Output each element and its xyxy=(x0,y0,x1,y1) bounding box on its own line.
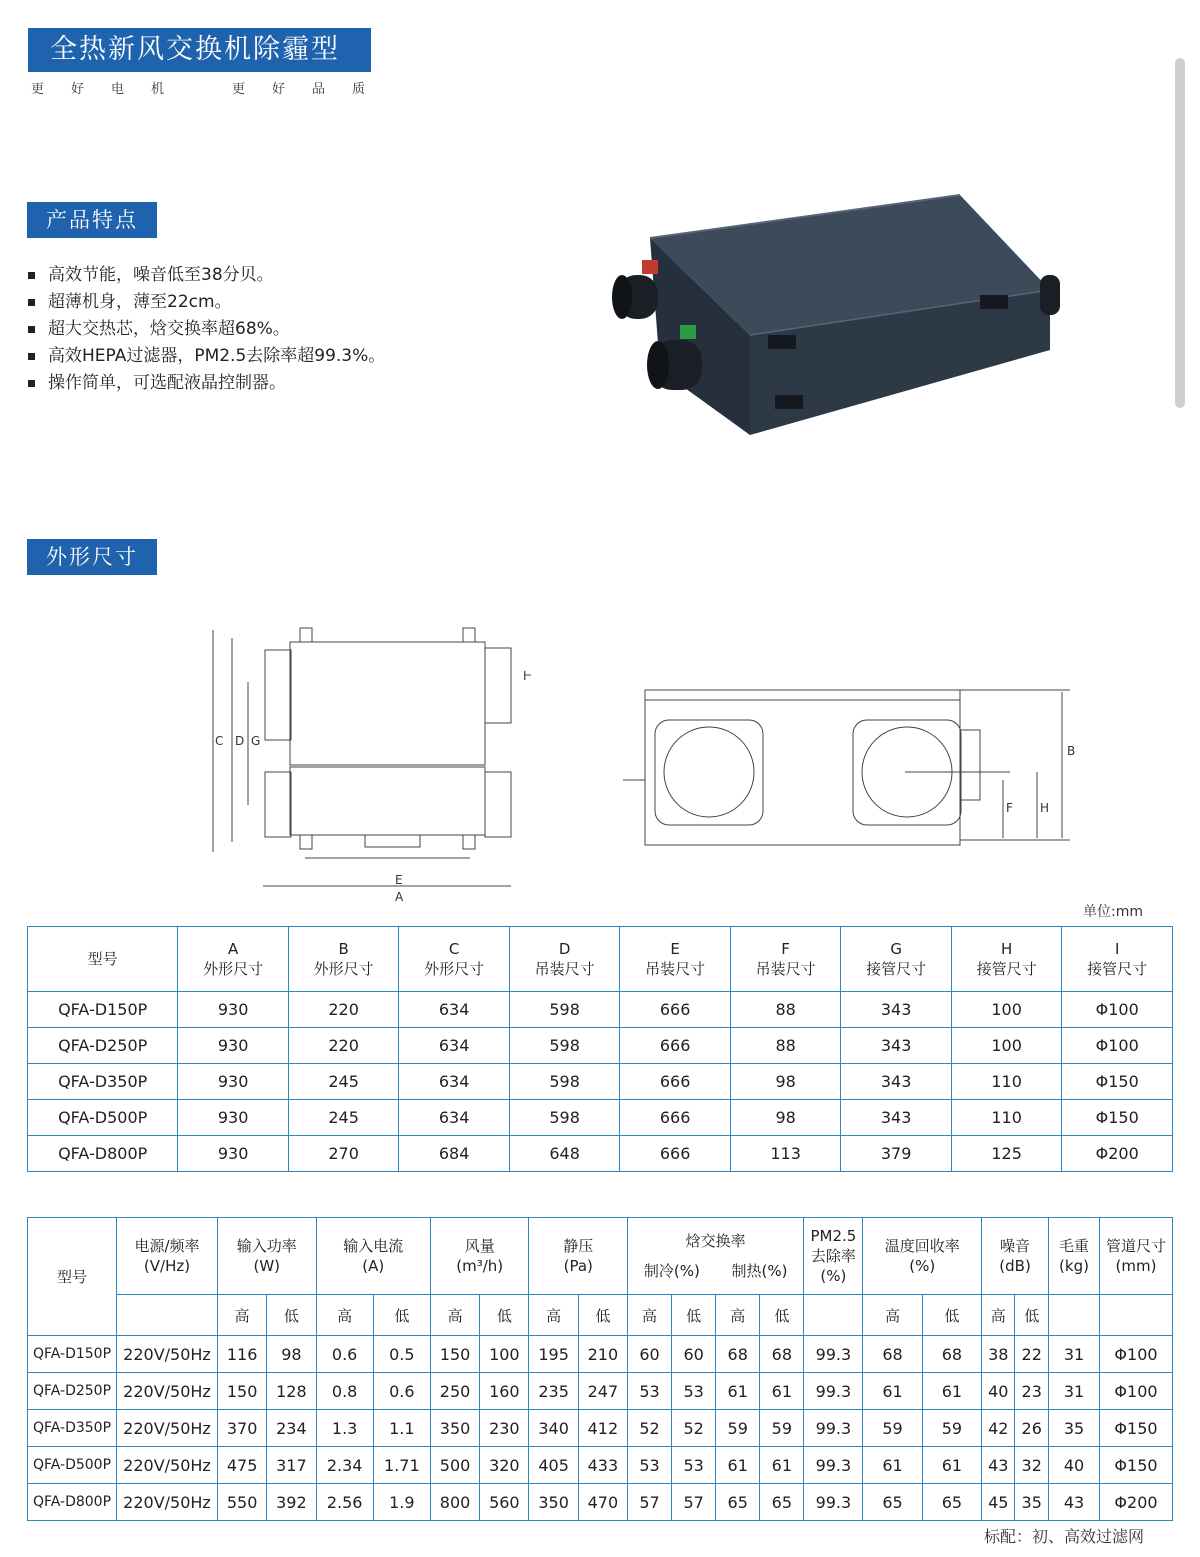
table-cell: 53 xyxy=(628,1373,672,1410)
table-cell: 61 xyxy=(716,1447,760,1484)
table-cell: 930 xyxy=(178,992,289,1028)
table-cell: 52 xyxy=(628,1410,672,1447)
table-cell: 59 xyxy=(863,1410,922,1447)
header-high: 高 xyxy=(716,1295,760,1336)
header-name: 风量 xyxy=(464,1237,495,1255)
header-low: 低 xyxy=(267,1295,316,1336)
table-cell: 666 xyxy=(620,1028,731,1064)
table-row xyxy=(28,992,1173,1028)
table-cell: 930 xyxy=(178,1100,289,1136)
feature-item: 超薄机身，薄至22cm。 xyxy=(28,289,385,316)
table-row xyxy=(28,1100,1173,1136)
header-high: 高 xyxy=(218,1295,267,1336)
dimension-drawing-side xyxy=(615,680,1085,850)
table-cell: 2.56 xyxy=(316,1484,373,1521)
table-cell: 53 xyxy=(628,1447,672,1484)
header-sub: 制冷(%) xyxy=(643,1262,700,1280)
cell-model: QFA-D800P xyxy=(28,1484,117,1521)
header-unit: (%) xyxy=(820,1267,847,1285)
table-cell: 57 xyxy=(672,1484,716,1521)
table-cell: 930 xyxy=(178,1136,289,1172)
table-cell: 68 xyxy=(716,1336,760,1373)
header-high: 高 xyxy=(628,1295,672,1336)
table-cell: 343 xyxy=(841,1064,952,1100)
table-cell: 634 xyxy=(399,1064,510,1100)
table-row xyxy=(28,1064,1173,1100)
table-cell: 150 xyxy=(430,1336,479,1373)
header-name: 焓交换率 xyxy=(685,1232,746,1250)
table-cell: 59 xyxy=(922,1410,981,1447)
table-cell: 98 xyxy=(267,1336,316,1373)
table-cell: Φ150 xyxy=(1100,1447,1173,1484)
table-cell: 65 xyxy=(922,1484,981,1521)
header-letter: H xyxy=(1000,940,1013,958)
feature-item: 超大交热芯，焓交换率超68%。 xyxy=(28,316,385,343)
table-cell: 1.3 xyxy=(316,1410,373,1447)
header-letter: I xyxy=(1114,940,1120,958)
table-cell: 220V/50Hz xyxy=(117,1373,218,1410)
table-cell: 32 xyxy=(1015,1447,1049,1484)
table-cell: 88 xyxy=(730,1028,841,1064)
table-cell: 61 xyxy=(760,1447,804,1484)
table-cell: 65 xyxy=(863,1484,922,1521)
cell-model: QFA-D250P xyxy=(28,1028,178,1064)
drawing-label: H xyxy=(1040,801,1050,815)
feature-item: 操作简单，可选配液晶控制器。 xyxy=(28,370,385,397)
table-cell: 634 xyxy=(399,1028,510,1064)
header-high: 高 xyxy=(529,1295,578,1336)
table-cell: 666 xyxy=(620,992,731,1028)
table-cell: 930 xyxy=(178,1028,289,1064)
table-cell: 31 xyxy=(1049,1373,1100,1410)
table-cell: 59 xyxy=(716,1410,760,1447)
feature-item: 高效HEPA过滤器，PM2.5去除率超99.3%。 xyxy=(28,343,385,370)
table-cell: 475 xyxy=(218,1447,267,1484)
table-cell: 128 xyxy=(267,1373,316,1410)
header-name: 接管尺寸 xyxy=(1087,960,1148,978)
table-cell: 26 xyxy=(1015,1410,1049,1447)
drawing-label: C xyxy=(215,734,224,748)
header-unit: (mm) xyxy=(1115,1257,1157,1275)
header-model: 型号 xyxy=(28,1218,117,1336)
table-cell: Φ150 xyxy=(1062,1100,1173,1136)
table-cell: 60 xyxy=(628,1336,672,1373)
header-low: 低 xyxy=(922,1295,981,1336)
table-cell: 250 xyxy=(430,1373,479,1410)
table-row xyxy=(28,1373,1173,1410)
table-cell: Φ200 xyxy=(1062,1136,1173,1172)
table-cell: 42 xyxy=(982,1410,1015,1447)
table-cell: 634 xyxy=(399,1100,510,1136)
tagline-left: 更好电机 xyxy=(31,82,192,97)
table-cell: 31 xyxy=(1049,1336,1100,1373)
drawing-label: B xyxy=(1067,744,1076,758)
table-row xyxy=(28,1410,1173,1447)
table-cell: 598 xyxy=(509,1100,620,1136)
table-cell: 116 xyxy=(218,1336,267,1373)
table-cell: 220V/50Hz xyxy=(117,1410,218,1447)
header-high: 高 xyxy=(430,1295,479,1336)
table-cell: 59 xyxy=(760,1410,804,1447)
table-cell: 61 xyxy=(922,1373,981,1410)
header-letter: F xyxy=(781,940,790,958)
tagline-right: 更好品质 xyxy=(232,82,393,97)
header-name: 吊装尺寸 xyxy=(645,960,706,978)
header-name: 输入电流 xyxy=(343,1237,404,1255)
table-cell: 648 xyxy=(509,1136,620,1172)
table-cell: 245 xyxy=(288,1100,399,1136)
header-unit: (dB) xyxy=(999,1257,1031,1275)
header-name: 去除率 xyxy=(810,1247,856,1265)
header-sub: 制热(%) xyxy=(731,1262,788,1280)
table-cell: 1.71 xyxy=(373,1447,430,1484)
header-letter: G xyxy=(890,940,902,958)
table-cell: 317 xyxy=(267,1447,316,1484)
table-row xyxy=(28,1447,1173,1484)
table-cell: 666 xyxy=(620,1064,731,1100)
table-cell: 666 xyxy=(620,1100,731,1136)
table-cell: 125 xyxy=(951,1136,1062,1172)
header-low: 低 xyxy=(373,1295,430,1336)
table-cell: 1.9 xyxy=(373,1484,430,1521)
features-section-label: 产品特点 xyxy=(27,202,157,238)
dimensions-table xyxy=(27,926,1173,1172)
cell-model: QFA-D150P xyxy=(28,992,178,1028)
table-cell: Φ100 xyxy=(1062,1028,1173,1064)
header-name: 噪音 xyxy=(1000,1237,1031,1255)
drawing-label: D xyxy=(235,734,245,748)
header-high: 高 xyxy=(982,1295,1015,1336)
table-cell: 560 xyxy=(480,1484,529,1521)
header-name: 接管尺寸 xyxy=(866,960,927,978)
table-cell: 65 xyxy=(760,1484,804,1521)
table-cell: 40 xyxy=(1049,1447,1100,1484)
table-cell: 0.6 xyxy=(373,1373,430,1410)
table-cell: 320 xyxy=(480,1447,529,1484)
footnote: 标配：初、高效过滤网 xyxy=(984,1527,1145,1546)
header-name: 外形尺寸 xyxy=(424,960,485,978)
bullet-icon xyxy=(28,299,35,306)
table-cell: 195 xyxy=(529,1336,578,1373)
header-unit: (V/Hz) xyxy=(143,1257,191,1275)
table-cell: 68 xyxy=(922,1336,981,1373)
feature-item: 高效节能，噪音低至38分贝。 xyxy=(28,262,385,289)
product-image xyxy=(600,190,1070,440)
header-unit: (m³/h) xyxy=(456,1257,504,1275)
table-cell: 53 xyxy=(672,1447,716,1484)
header-letter: C xyxy=(448,940,460,958)
table-cell: 98 xyxy=(730,1064,841,1100)
table-cell: 379 xyxy=(841,1136,952,1172)
table-cell: 343 xyxy=(841,992,952,1028)
table-cell: 800 xyxy=(430,1484,479,1521)
table-cell: 100 xyxy=(951,992,1062,1028)
table-cell: 110 xyxy=(951,1064,1062,1100)
table-cell: 930 xyxy=(178,1064,289,1100)
table-cell: 61 xyxy=(922,1447,981,1484)
drawing-label: G xyxy=(251,734,261,748)
table-cell: 99.3 xyxy=(804,1484,863,1521)
header-low: 低 xyxy=(480,1295,529,1336)
table-cell: 598 xyxy=(509,1028,620,1064)
table-cell: 0.6 xyxy=(316,1336,373,1373)
drawing-label: E xyxy=(395,873,403,887)
table-cell: 40 xyxy=(982,1373,1015,1410)
dimension-drawing-top xyxy=(205,620,545,910)
header-name: PM2.5 xyxy=(810,1227,857,1245)
table-cell: 392 xyxy=(267,1484,316,1521)
table-cell: 370 xyxy=(218,1410,267,1447)
table-cell: 99.3 xyxy=(804,1447,863,1484)
header-name: 外形尺寸 xyxy=(313,960,374,978)
header-unit: (W) xyxy=(253,1257,281,1275)
table-cell: 150 xyxy=(218,1373,267,1410)
table-cell: 343 xyxy=(841,1028,952,1064)
cell-model: QFA-D150P xyxy=(28,1336,117,1373)
table-cell: 433 xyxy=(578,1447,627,1484)
table-cell: 230 xyxy=(480,1410,529,1447)
table-cell: 634 xyxy=(399,992,510,1028)
scrollbar[interactable] xyxy=(1175,58,1185,408)
table-cell: Φ150 xyxy=(1062,1064,1173,1100)
table-cell: 500 xyxy=(430,1447,479,1484)
page-title: 全热新风交换机除霾型 xyxy=(28,28,371,72)
table-cell: 598 xyxy=(509,992,620,1028)
header-name: 电源/频率 xyxy=(134,1237,200,1255)
table-cell: 470 xyxy=(578,1484,627,1521)
header-low: 低 xyxy=(578,1295,627,1336)
header-model: 型号 xyxy=(28,927,178,992)
table-cell: Φ150 xyxy=(1100,1410,1173,1447)
table-cell: 98 xyxy=(730,1100,841,1136)
bullet-icon xyxy=(28,380,35,387)
cell-model: QFA-D250P xyxy=(28,1373,117,1410)
table-cell: 220V/50Hz xyxy=(117,1484,218,1521)
table-cell: Φ200 xyxy=(1100,1484,1173,1521)
table-cell: 350 xyxy=(430,1410,479,1447)
table-cell: 99.3 xyxy=(804,1373,863,1410)
header-name: 管道尺寸 xyxy=(1105,1237,1166,1255)
header-unit: (Pa) xyxy=(563,1257,593,1275)
table-cell: 270 xyxy=(288,1136,399,1172)
table-cell: 247 xyxy=(578,1373,627,1410)
table-cell: 52 xyxy=(672,1410,716,1447)
table-cell: 88 xyxy=(730,992,841,1028)
table-cell: 666 xyxy=(620,1136,731,1172)
table-cell: Φ100 xyxy=(1100,1336,1173,1373)
header-name: 静压 xyxy=(563,1237,594,1255)
table-cell: 35 xyxy=(1015,1484,1049,1521)
table-cell: 0.5 xyxy=(373,1336,430,1373)
table-cell: Φ100 xyxy=(1100,1373,1173,1410)
cell-model: QFA-D500P xyxy=(28,1100,178,1136)
bullet-icon xyxy=(28,326,35,333)
header-name: 吊装尺寸 xyxy=(755,960,816,978)
table-cell: Φ100 xyxy=(1062,992,1173,1028)
header-high: 高 xyxy=(316,1295,373,1336)
drawing-label: I xyxy=(523,669,527,683)
header-unit: (kg) xyxy=(1059,1257,1089,1275)
header-low: 低 xyxy=(760,1295,804,1336)
header-letter: D xyxy=(558,940,571,958)
table-cell: 100 xyxy=(951,1028,1062,1064)
drawing-label: F xyxy=(1006,801,1013,815)
table-cell: 405 xyxy=(529,1447,578,1484)
header-high: 高 xyxy=(863,1295,922,1336)
table-cell: 234 xyxy=(267,1410,316,1447)
table-cell: 110 xyxy=(951,1100,1062,1136)
table-cell: 245 xyxy=(288,1064,399,1100)
table-cell: 2.34 xyxy=(316,1447,373,1484)
table-cell: 35 xyxy=(1049,1410,1100,1447)
table-cell: 550 xyxy=(218,1484,267,1521)
table-cell: 0.8 xyxy=(316,1373,373,1410)
table-cell: 60 xyxy=(672,1336,716,1373)
cell-model: QFA-D800P xyxy=(28,1136,178,1172)
cell-model: QFA-D350P xyxy=(28,1064,178,1100)
table-cell: 68 xyxy=(760,1336,804,1373)
table-row xyxy=(28,1336,1173,1373)
table-cell: 61 xyxy=(863,1447,922,1484)
bullet-icon xyxy=(28,272,35,279)
table-cell: 68 xyxy=(863,1336,922,1373)
table-cell: 340 xyxy=(529,1410,578,1447)
header-letter: B xyxy=(338,940,349,958)
header-name: 温度回收率 xyxy=(884,1237,960,1255)
table-cell: 220 xyxy=(288,992,399,1028)
table-cell: 22 xyxy=(1015,1336,1049,1373)
table-cell: 65 xyxy=(716,1484,760,1521)
header-name: 输入功率 xyxy=(236,1237,297,1255)
table-cell: 343 xyxy=(841,1100,952,1136)
table-cell: 235 xyxy=(529,1373,578,1410)
table-cell: 220V/50Hz xyxy=(117,1447,218,1484)
table-cell: 38 xyxy=(982,1336,1015,1373)
header-name: 接管尺寸 xyxy=(976,960,1037,978)
cell-model: QFA-D350P xyxy=(28,1410,117,1447)
table-row xyxy=(28,1484,1173,1521)
bullet-icon xyxy=(28,353,35,360)
header-unit: (%) xyxy=(909,1257,936,1275)
table-cell: 43 xyxy=(982,1447,1015,1484)
table-cell: 598 xyxy=(509,1064,620,1100)
table-cell: 160 xyxy=(480,1373,529,1410)
header-low: 低 xyxy=(672,1295,716,1336)
drawing-label: A xyxy=(395,890,404,904)
table-cell: 45 xyxy=(982,1484,1015,1521)
table-row xyxy=(28,1028,1173,1064)
feature-list xyxy=(28,262,385,397)
header-unit: (A) xyxy=(362,1257,385,1275)
unit-label: 单位:mm xyxy=(1083,904,1143,920)
table-cell: 684 xyxy=(399,1136,510,1172)
header-name: 吊装尺寸 xyxy=(534,960,595,978)
table-cell: 100 xyxy=(480,1336,529,1373)
table-cell: 23 xyxy=(1015,1373,1049,1410)
table-cell: 61 xyxy=(716,1373,760,1410)
table-cell: 1.1 xyxy=(373,1410,430,1447)
header-name: 外形尺寸 xyxy=(203,960,264,978)
table-cell: 99.3 xyxy=(804,1336,863,1373)
table-cell: 57 xyxy=(628,1484,672,1521)
table-cell: 220 xyxy=(288,1028,399,1064)
table-cell: 220V/50Hz xyxy=(117,1336,218,1373)
table-cell: 43 xyxy=(1049,1484,1100,1521)
table-cell: 350 xyxy=(529,1484,578,1521)
header-letter: A xyxy=(227,940,239,958)
table-cell: 210 xyxy=(578,1336,627,1373)
table-cell: 113 xyxy=(730,1136,841,1172)
performance-table xyxy=(27,1217,1173,1521)
table-cell: 53 xyxy=(672,1373,716,1410)
header-letter: E xyxy=(670,940,680,958)
table-cell: 61 xyxy=(863,1373,922,1410)
table-cell: 412 xyxy=(578,1410,627,1447)
cell-model: QFA-D500P xyxy=(28,1447,117,1484)
dimensions-section-label: 外形尺寸 xyxy=(27,539,157,575)
table-cell: 99.3 xyxy=(804,1410,863,1447)
header-name: 毛重 xyxy=(1058,1237,1089,1255)
table-cell: 61 xyxy=(760,1373,804,1410)
table-row xyxy=(28,1136,1173,1172)
header-low: 低 xyxy=(1015,1295,1049,1336)
